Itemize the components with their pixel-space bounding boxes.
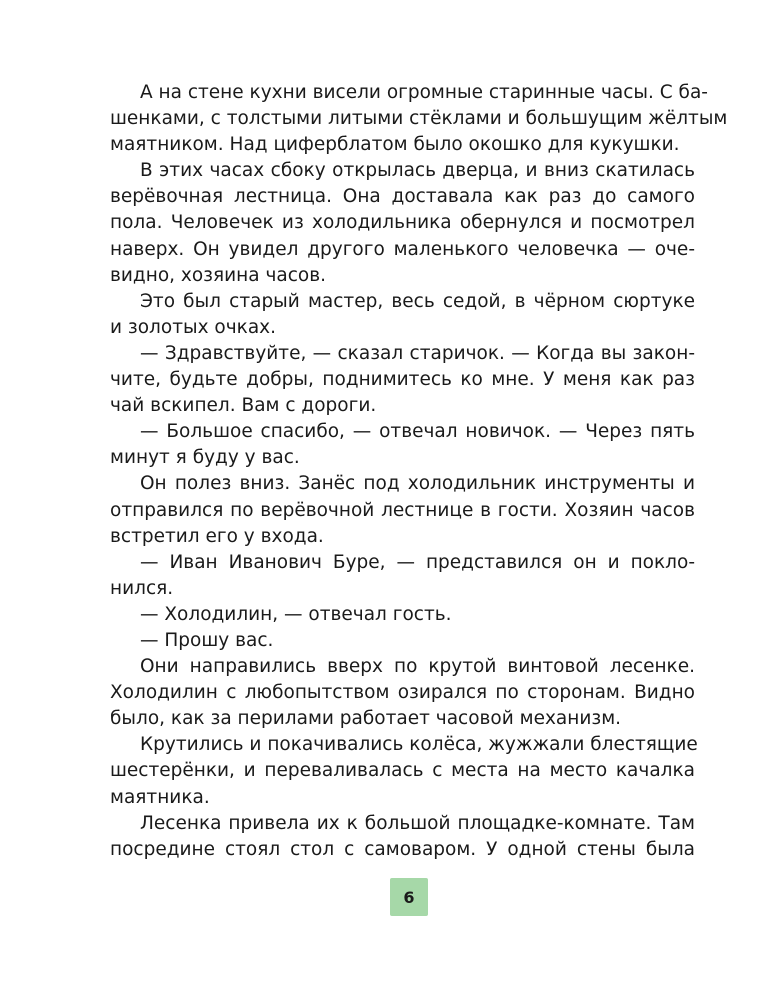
text-line: — Холодилин, — отвечал гость. <box>140 603 452 625</box>
text-line: Лесенка привела их к большой площадке-комнате. Там <box>140 812 695 834</box>
text-line: отправился по верёвочной лестнице в гости. Хозяин часов <box>110 499 695 521</box>
text-line: посредине стоял стол с самоваром. У одной стены была <box>110 838 695 860</box>
text-line: Они направились вверх по крутой винтовой лесенке. <box>140 656 695 678</box>
page-number: 6 <box>390 878 428 916</box>
page-text <box>110 80 728 863</box>
text-line: встретил его у входа. <box>110 525 324 547</box>
text-line: минут я буду у вас. <box>110 447 300 469</box>
text-line: Холодилин с любопытством озирался по сторонам. Видно <box>110 682 695 704</box>
text-line: шестерёнки, и переваливалась с места на место качалка <box>110 760 695 782</box>
text-line: маятником. Над циферблатом было окошко для кукушки. <box>110 134 680 156</box>
text-line: видно, хозяина часов. <box>110 264 327 286</box>
text-line: наверх. Он увидел другого маленького человечка — оче- <box>110 238 695 260</box>
text-line: — Большое спасибо, — отвечал новичок. — Через пять <box>140 421 695 443</box>
text-line: нился. <box>110 577 174 599</box>
text-line: было, как за перилами работает часовой механизм. <box>110 708 622 730</box>
text-line: шенками, с толстыми литыми стёклами и большущим жёлтым <box>110 108 728 130</box>
text-line: В этих часах сбоку открылась дверца, и вниз скатилась <box>140 160 695 182</box>
text-line: Он полез вниз. Занёс под холодильник инструменты и <box>140 473 695 495</box>
text-line: маятника. <box>110 786 210 808</box>
text-line: — Иван Иванович Буре, — представился он и покло- <box>140 551 695 573</box>
text-line: Крутились и покачивались колёса, жужжали блестящие <box>140 734 698 756</box>
text-line: Это был старый мастер, весь седой, в чёрном сюртуке <box>140 290 695 312</box>
text-line: А на стене кухни висели огромные старинные часы. С ба- <box>140 82 708 103</box>
text-line: — Прошу вас. <box>140 629 274 651</box>
text-line: — Здравствуйте, — сказал старичок. — Когда вы закон- <box>140 342 695 364</box>
text-line: чите, будьте добры, поднимитесь ко мне. У меня как раз <box>110 369 695 391</box>
text-line: пола. Человечек из холодильника обернулся и посмотрел <box>110 212 695 234</box>
text-line: верёвочная лестница. Она доставала как раз до самого <box>110 186 695 208</box>
text-line: чай вскипел. Вам с дороги. <box>110 395 377 417</box>
text-line: и золотых очках. <box>110 316 277 338</box>
